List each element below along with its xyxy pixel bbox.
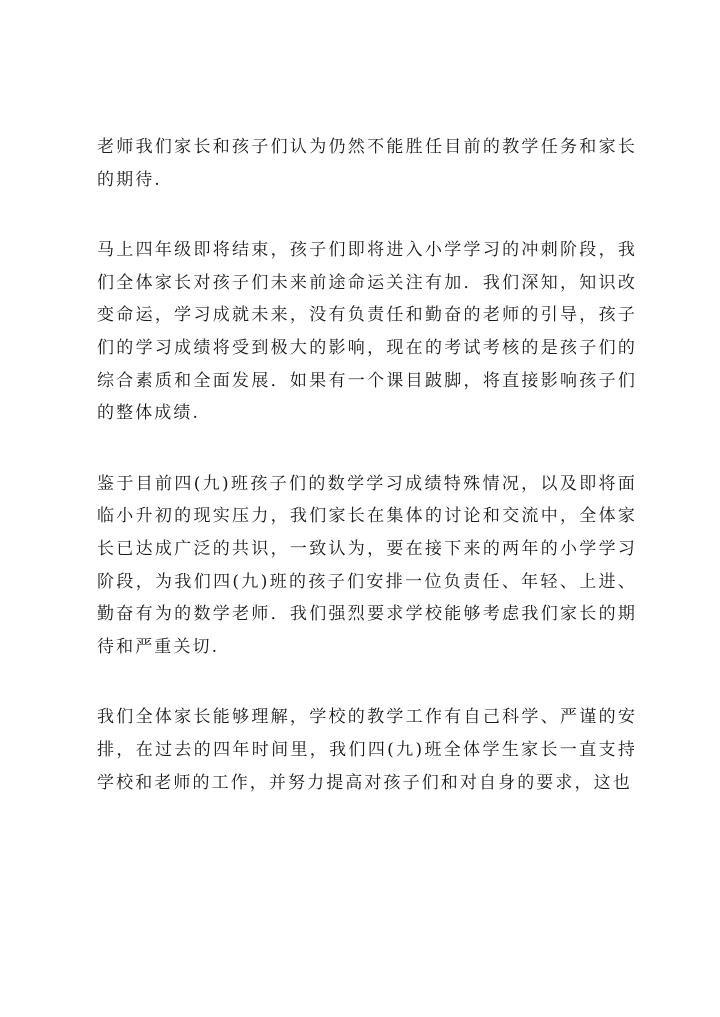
paragraph-4: 我们全体家长能够理解，学校的教学工作有自己科学、严谨的安排，在过去的四年时间里，我们四(九)班全体学生家长一直支持学校和老师的工作，并努力提高对孩子们和对自身的要求，这也 [97, 707, 637, 793]
paragraph-2: 马上四年级即将结束，孩子们即将进入小学学习的冲刺阶段，我们全体家长对孩子们未来前途命运关注有加．我们深知，知识改变命运，学习成就未来，没有负责任和勤奋的老师的引导，孩子们的学习成绩将受到极大的影响，现在的考试考核的是孩子们的综合素质和全面发展．如果有一个课目跛脚，将直接影响孩子们的整体成绩. [97, 240, 637, 424]
paragraph-3: 鉴于目前四(九)班孩子们的数学学习成绩特殊情况，以及即将面临小升初的现实压力，我们家长在集体的讨论和交流中，全体家长已达成广泛的共识，一致认为，要在接下来的两年的小学学习阶段，为我们四(九)班的孩子们安排一位负责任、年轻、上进、勤奋有为的数学老师．我们强烈要求学校能够考虑我们家长的期待和严重关切. [97, 473, 637, 657]
letter-body [97, 131, 637, 799]
paragraph-1: 老师我们家长和孩子们认为仍然不能胜任目前的教学任务和家长的期待. [97, 137, 637, 190]
